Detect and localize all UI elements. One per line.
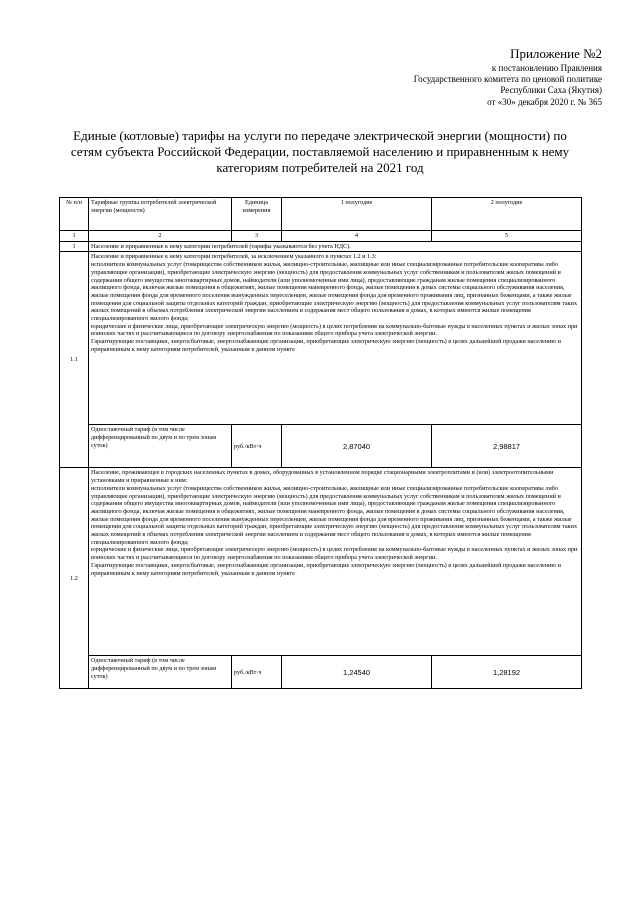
header-line: Республики Саха (Якутия) bbox=[500, 85, 602, 96]
description-paragraph: юридические и физические лица, приобретающие электрическую энергию (мощность) в целях потребления на коммунально-бытовые нужды в населенных пунктах и жилых зонах при воинских частях и рассчитывающиеся по договору энергоснабжения по показаниям общего прибора учета электрической энергии. bbox=[91, 546, 578, 562]
column-number: 3 bbox=[232, 231, 282, 242]
table-row bbox=[60, 468, 582, 656]
description-paragraph: исполнители коммунальных услуг (товарищества собственников жилья, жилищно-строительные, жилищные или иные специализированные потребительские кооперативы либо управляющие организации), приобретающие электрическую энергию (мощность) для предоставления коммунальных услуг собственникам и пользователям жилых помещений и содержания общего имущества многоквартирных домов, наймодатели (или уполномоченные ими лица), предоставляющие гражданам жилые помещения специализированного жилищного фонда, включая жилые помещения в общежитиях, жилые помещения маневренного фонда, жилые помещения в домах системы социального обслуживания населения, жилые помещения фонда для временного поселения вынужденных переселенцев, жилые помещения фонда для временного проживания лиц, признанных беженцами, а также жилые помещения для социальной защиты отдельных категорий граждан, приобретающие электрическую энергию (мощность) для предоставления коммунальных услуг пользователям таких жилых помещений в объемах потребления электрической энергии населением и содержания мест общего пользования в домах, в которых имеются жилые помещения специализированного жилого фонда; bbox=[91, 261, 578, 323]
tariff-unit: руб./кВт·ч bbox=[232, 656, 282, 689]
header-unit: Единица измерения bbox=[232, 198, 282, 231]
description-paragraph: исполнители коммунальных услуг (товарищества собственников жилья, жилищно-строительные, жилищные или иные специализированные потребительские кооперативы либо управляющие организации), приобретающие электрическую энергию (мощность) для предоставления коммунальных услуг собственникам и пользователям жилых помещений и содержания общего имущества многоквартирных домов, наймодатели (или уполномоченные ими лица), предоставляющие гражданам жилые помещения специализированного жилищного фонда, включая жилые помещения в общежитиях, жилые помещения маневренного фонда, жилые помещения в домах системы социального обслуживания населения, жилые помещения фонда для временного поселения вынужденных переселенцев, жилые помещения фонда для временного проживания лиц, признанных беженцами, а также жилые помещения для социальной защиты отдельных категорий граждан, приобретающие электрическую энергию (мощность) для предоставления коммунальных услуг пользователям таких жилых помещений в объемах потребления электрической энергии населением и содержания мест общего пользования в домах, в которых имеются жилые помещения специализированного жилого фонда; bbox=[91, 484, 578, 546]
appendix-title: Приложение №2 bbox=[510, 46, 602, 61]
section-row bbox=[60, 241, 582, 252]
column-number: 5 bbox=[432, 231, 582, 242]
table-row bbox=[60, 252, 582, 425]
column-numbers-row bbox=[60, 231, 582, 242]
tariff-row bbox=[60, 656, 582, 689]
description-paragraph: Гарантирующие поставщики, энергосбытовые, энергоснабжающие организации, приобретающие электрическую энергию (мощность) в целях дальнейшей продажи населению и приравненным к нему категориям потребителей, указанным в данном пункте bbox=[91, 338, 561, 353]
tariff-second-half: 2,98817 bbox=[432, 425, 582, 468]
section-text: Население и приравненные к нему категории потребителей (тарифы указываются без учета НДС). bbox=[89, 241, 582, 252]
document-header bbox=[302, 46, 602, 108]
column-number: 1 bbox=[60, 231, 89, 242]
tariff-first-half: 2,87040 bbox=[282, 425, 432, 468]
tariff-row bbox=[60, 425, 582, 468]
table-header-row bbox=[60, 198, 582, 231]
header-num: № п/п bbox=[60, 198, 89, 231]
tariff-first-half: 1,24540 bbox=[282, 656, 432, 689]
header-first-half: 1 полугодие bbox=[282, 198, 432, 231]
header-line: к постановлению Правления bbox=[491, 63, 602, 73]
header-group: Тарифные группы потребителей электрической энергии (мощности) bbox=[89, 198, 232, 231]
section-num: 1 bbox=[60, 241, 89, 252]
description-paragraph: Гарантирующие поставщики, энергосбытовые, энергоснабжающие организации, приобретающие электрическую энергию (мощность) в целях дальнейшей продажи населению и приравненным к нему категориям потребителей, указанным в данном пункте bbox=[91, 561, 561, 577]
document-title: Единые (котловые) тарифы на услуги по передаче электрической энергии (мощности) по сетям субъекта Российской Федерации, поставляемой населению и приравненным к нему категориям потребителей на 2021 год bbox=[70, 128, 570, 175]
tariff-second-half: 1,28192 bbox=[432, 656, 582, 689]
tariff-unit: руб./кВт·ч bbox=[232, 425, 282, 468]
row-num: 1.2 bbox=[60, 468, 89, 689]
description-paragraph: Население, проживающее в городских населенных пунктах в домах, оборудованных в установленном порядке стационарными электроплитами и (или) электроотопительными установками и приравненные к ним: bbox=[91, 469, 554, 485]
tariffs-table bbox=[59, 197, 582, 689]
description-paragraph: юридические и физические лица, приобретающие электрическую энергию (мощность) в целях потребления на коммунально-бытовые нужды в населенных пунктах и жилых зонах при воинских частях и рассчитывающиеся по договору энергоснабжения по показаниям общего прибора учета электрической энергии. bbox=[91, 322, 578, 338]
column-number: 4 bbox=[282, 231, 432, 242]
column-number: 2 bbox=[89, 231, 232, 242]
header-line: Государственного комитета по ценовой политике bbox=[413, 74, 602, 85]
tariff-label: Одноставочный тариф (в том числе дифференцированный по двум и по трем зонам суток) bbox=[89, 656, 232, 689]
header-second-half: 2 полугодие bbox=[432, 198, 582, 231]
row-description bbox=[89, 468, 582, 656]
row-description bbox=[89, 252, 582, 425]
tariff-label: Одноставочный тариф (в том числе дифференцированный по двум и по трем зонам суток) bbox=[89, 425, 232, 468]
description-paragraph: Население и приравненные к нему категории потребителей, за исключением указанного в пунктах 1.2 и 1.3: bbox=[91, 253, 377, 261]
row-num: 1.1 bbox=[60, 252, 89, 468]
header-line: от «30» декабря 2020 г. № 365 bbox=[487, 96, 602, 107]
